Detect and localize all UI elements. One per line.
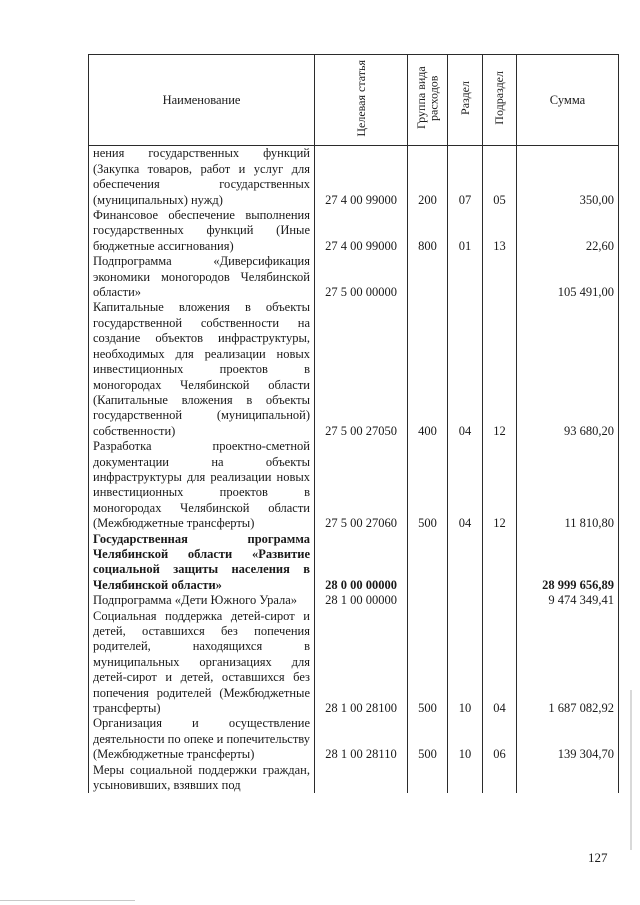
row-article: 27 4 00 99000 xyxy=(315,146,408,208)
table-row xyxy=(89,716,619,762)
row-subsection xyxy=(483,763,517,794)
row-group xyxy=(408,763,448,794)
row-name: Социальная поддержка детей-сирот и детей, оставшихся без попечения родителей, находящихся в муниципальных организациях для детей-сирот и детей, оставшихся без попечения родителей (Межбюджетные трансферты) xyxy=(89,609,315,717)
row-subsection xyxy=(483,254,517,300)
row-article: 28 1 00 28110 xyxy=(315,716,408,762)
row-group: 800 xyxy=(408,208,448,254)
row-name: Государственная программа Челябинской области «Развитие социальной защиты населения в Челябинской области» xyxy=(89,532,315,594)
row-name: Разработка проектно-сметной документации на объекты инфраструктуры для реализации новых инвестиционных проектов в моногородах Челябинской области (Межбюджетные трансферты) xyxy=(89,439,315,531)
row-group xyxy=(408,593,448,608)
row-group: 200 xyxy=(408,146,448,208)
row-group: 500 xyxy=(408,716,448,762)
row-article: 27 4 00 99000 xyxy=(315,208,408,254)
header-subsection: Подраздел xyxy=(483,55,517,146)
row-name: Организация и осуществление деятельности по опеке и попечительству (Межбюджетные трансферты) xyxy=(89,716,315,762)
row-subsection: 04 xyxy=(483,609,517,717)
header-sum: Сумма xyxy=(517,55,619,146)
table-header-row xyxy=(89,55,619,146)
table-row xyxy=(89,208,619,254)
row-sum: 11 810,80 xyxy=(517,439,619,531)
row-sum xyxy=(517,763,619,794)
row-section: 10 xyxy=(448,716,483,762)
row-group xyxy=(408,532,448,594)
row-sum: 9 474 349,41 xyxy=(517,593,619,608)
row-group xyxy=(408,254,448,300)
row-sum: 93 680,20 xyxy=(517,300,619,439)
row-subsection: 12 xyxy=(483,439,517,531)
row-name: Меры социальной поддержки граждан, усыновивших, взявших под xyxy=(89,763,315,794)
row-article: 27 5 00 00000 xyxy=(315,254,408,300)
row-article: 28 1 00 00000 xyxy=(315,593,408,608)
table-row xyxy=(89,593,619,608)
table-row xyxy=(89,763,619,794)
table-row xyxy=(89,609,619,717)
page-number: 127 xyxy=(588,850,608,865)
row-subsection xyxy=(483,593,517,608)
table-row xyxy=(89,254,619,300)
row-name: Капитальные вложения в объекты государственной собственности на создание объектов инфраструктуры, необходимых для реализации новых инвестиционных проектов в моногородах Челябинской области (Капитальные вложения в объекты государственной (муниципальной) собственности) xyxy=(89,300,315,439)
row-group: 400 xyxy=(408,300,448,439)
header-target-article: Целевая статья xyxy=(315,55,408,146)
row-sum: 22,60 xyxy=(517,208,619,254)
row-section xyxy=(448,763,483,794)
table-row xyxy=(89,439,619,531)
row-sum: 28 999 656,89 xyxy=(517,532,619,594)
row-sum: 350,00 xyxy=(517,146,619,208)
row-section xyxy=(448,593,483,608)
row-subsection: 12 xyxy=(483,300,517,439)
row-sum: 139 304,70 xyxy=(517,716,619,762)
row-article: 28 0 00 00000 xyxy=(315,532,408,594)
row-section: 01 xyxy=(448,208,483,254)
header-name: Наименование xyxy=(89,55,315,146)
footer-rule xyxy=(0,900,135,901)
table-row xyxy=(89,300,619,439)
budget-table xyxy=(88,54,619,793)
scan-edge-rule xyxy=(630,690,632,850)
row-name: нения государственных функций (Закупка товаров, работ и услуг для обеспечения государственных (муниципальных) нужд) xyxy=(89,146,315,208)
row-section: 04 xyxy=(448,439,483,531)
row-section: 10 xyxy=(448,609,483,717)
header-expense-group: Группа вида расходов xyxy=(408,55,448,146)
row-section: 07 xyxy=(448,146,483,208)
row-sum: 105 491,00 xyxy=(517,254,619,300)
row-subsection: 06 xyxy=(483,716,517,762)
row-name: Подпрограмма «Диверсификация экономики моногородов Челябинской области» xyxy=(89,254,315,300)
row-subsection: 13 xyxy=(483,208,517,254)
row-section: 04 xyxy=(448,300,483,439)
row-article xyxy=(315,763,408,794)
row-subsection xyxy=(483,532,517,594)
row-subsection: 05 xyxy=(483,146,517,208)
row-group: 500 xyxy=(408,609,448,717)
row-article: 27 5 00 27060 xyxy=(315,439,408,531)
table-row xyxy=(89,146,619,208)
row-sum: 1 687 082,92 xyxy=(517,609,619,717)
row-section xyxy=(448,254,483,300)
row-name: Финансовое обеспечение выполнения государственных функций (Иные бюджетные ассигнования) xyxy=(89,208,315,254)
row-article: 28 1 00 28100 xyxy=(315,609,408,717)
table-row xyxy=(89,532,619,594)
row-group: 500 xyxy=(408,439,448,531)
row-section xyxy=(448,532,483,594)
row-name: Подпрограмма «Дети Южного Урала» xyxy=(89,593,315,608)
row-article: 27 5 00 27050 xyxy=(315,300,408,439)
header-section: Раздел xyxy=(448,55,483,146)
